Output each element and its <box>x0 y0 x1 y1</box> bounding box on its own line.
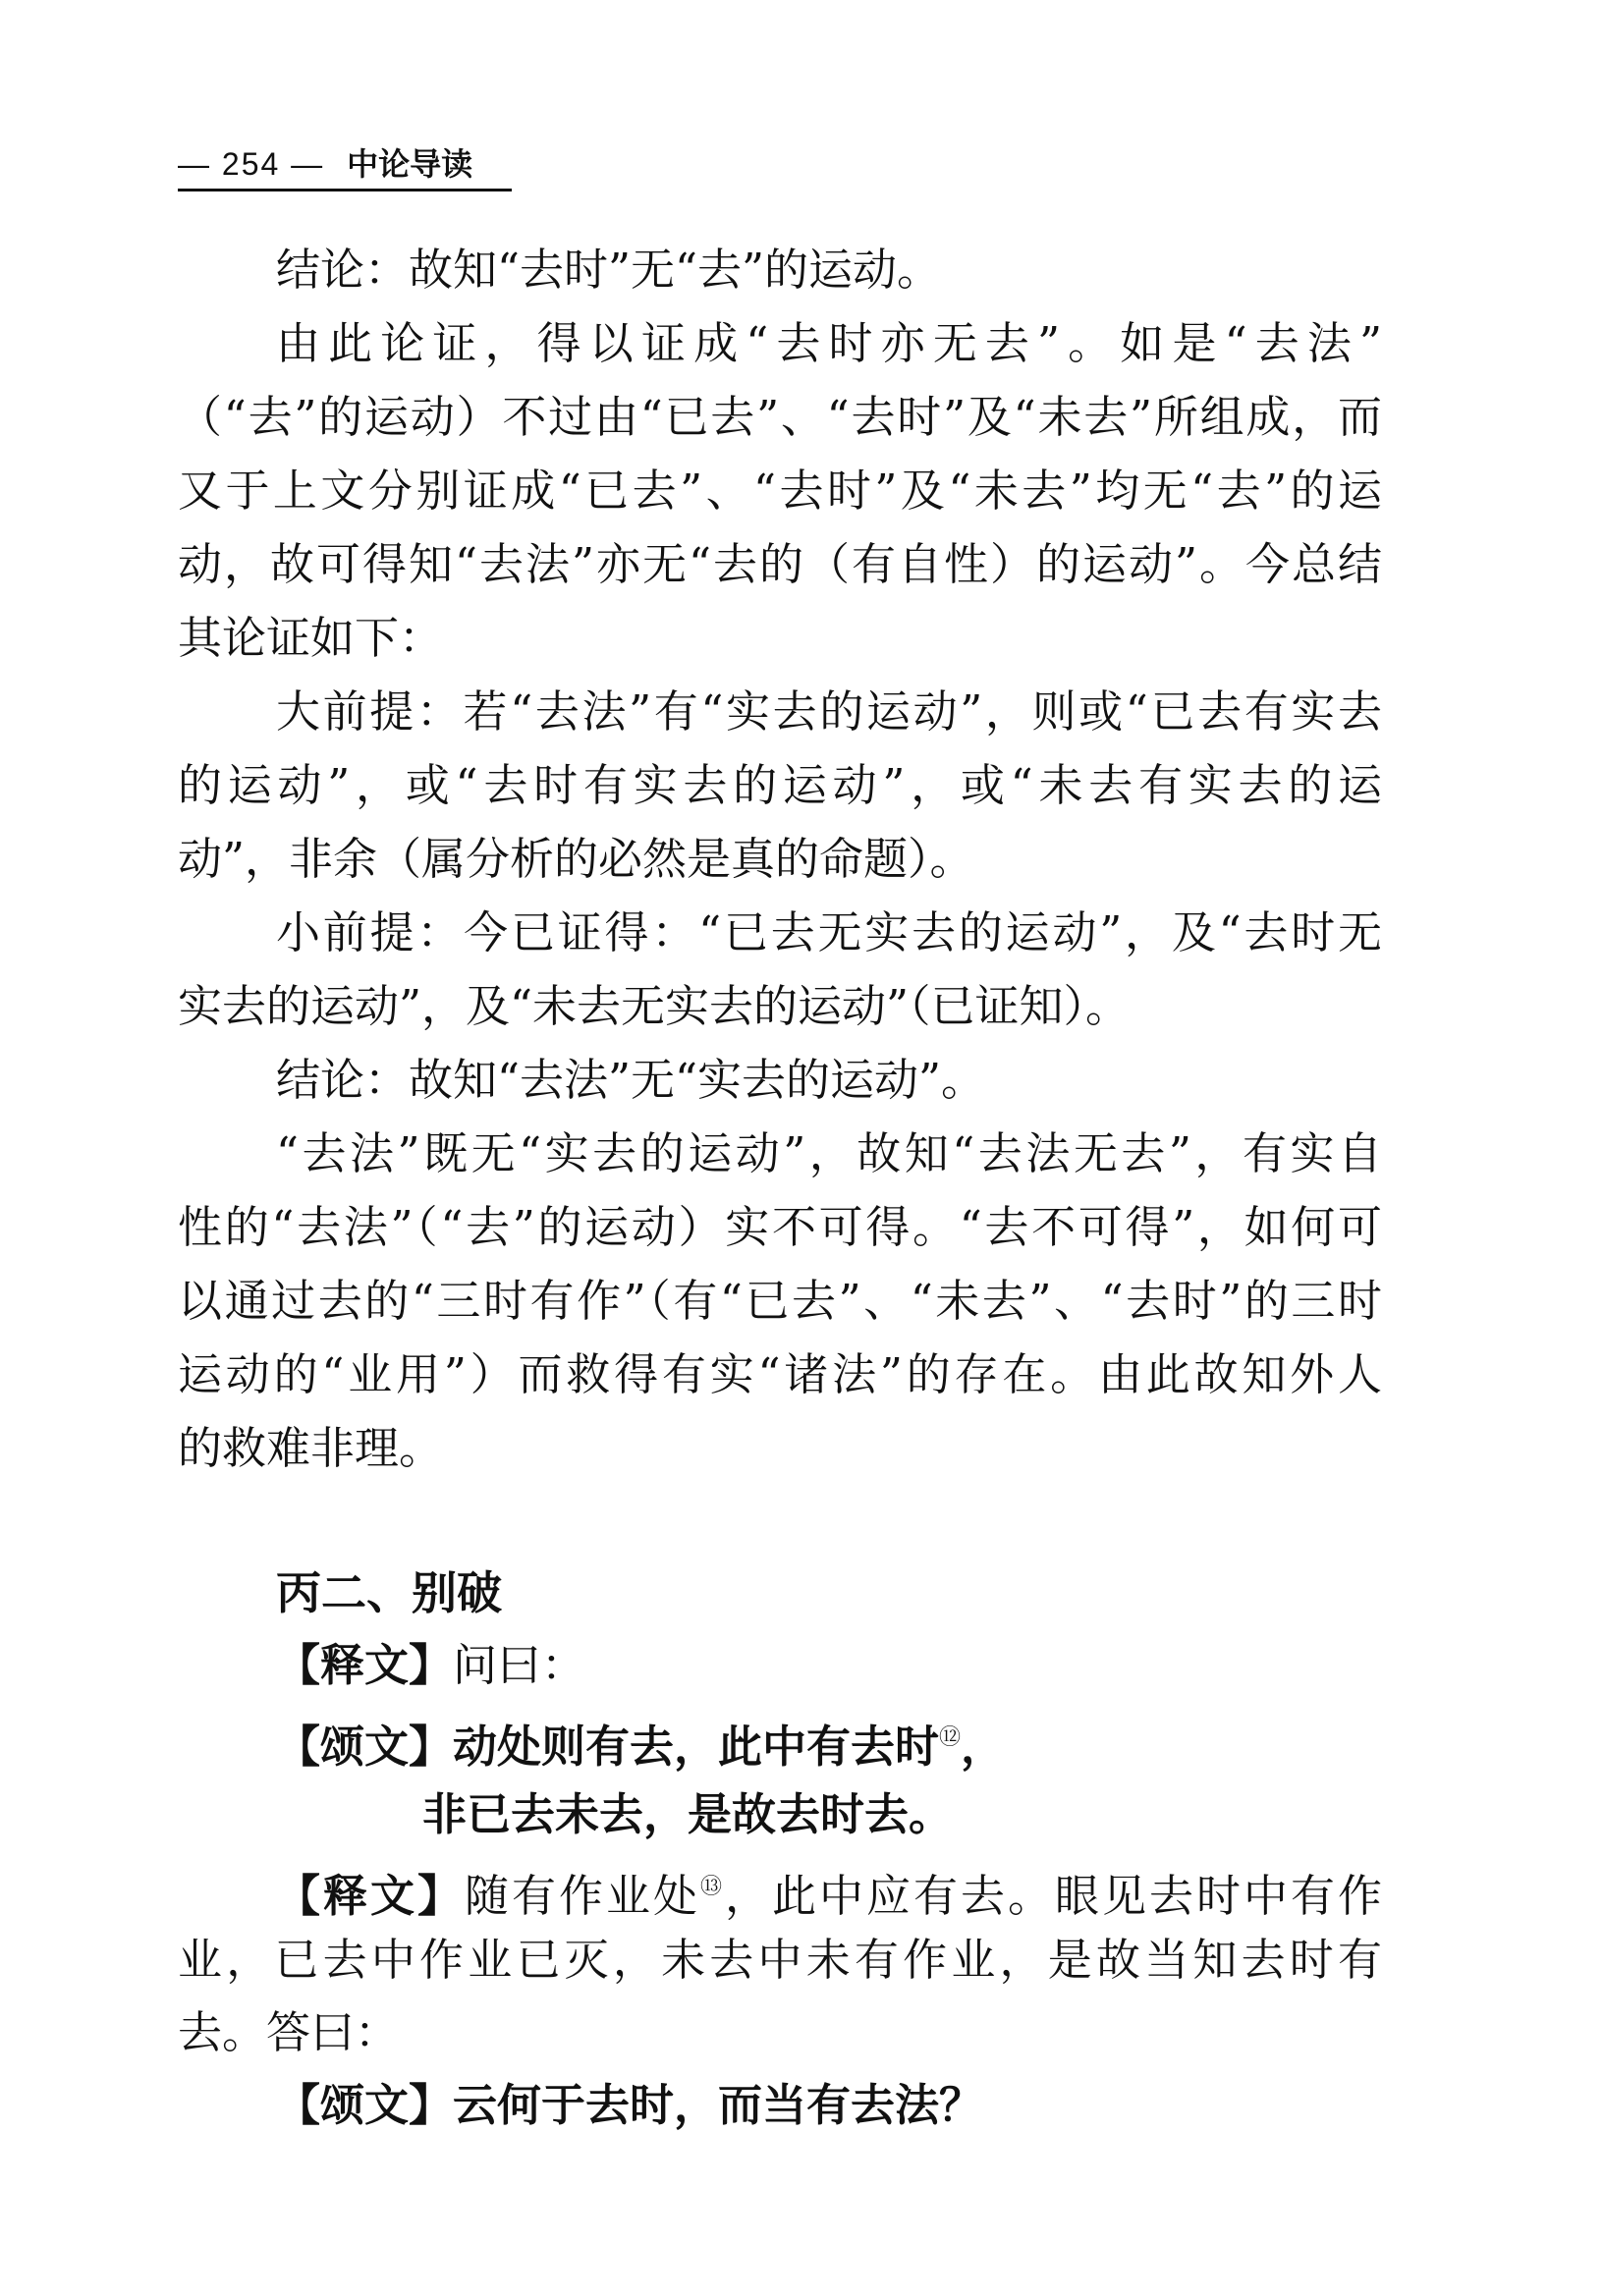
text-line: 其论证如下： <box>178 612 444 664</box>
shiwen-line <box>276 1858 1382 1926</box>
text-line: 业，已去中作业已灭，未去中未有作业，是故当知去时有 <box>178 1934 1382 1986</box>
expl-text: ，此中应有去。眼见去时中有作 <box>725 1870 1382 1922</box>
running-header <box>178 139 512 191</box>
shiwen-label: 【释文】 <box>276 1870 465 1922</box>
footnote-ref[interactable]: ⑬ <box>700 1875 725 1899</box>
text-line: 由此论证，得以证成“去时亦无去”。如是“去法” <box>276 317 1382 369</box>
text-line: （“去”的运动）不过由“已去”、“去时”及“未去”所组成，而 <box>178 391 1382 443</box>
verse-line: 非已去未去，是故去时去。 <box>422 1788 954 1840</box>
question-text: 问曰： <box>453 1639 586 1691</box>
book-title: 中论导读 <box>347 146 473 182</box>
verse-text: 云何于去时，而当有去法？ <box>453 2079 984 2131</box>
text-line: 小前提：今已证得：“已去无实去的运动”，及“去时无 <box>276 906 1382 958</box>
section-heading: 丙二、别破 <box>276 1566 502 1619</box>
songwen-label: 【颂文】 <box>276 1721 454 1773</box>
verse-line <box>276 2076 1382 2135</box>
text-line: 以通过去的“三时有作”（有“已去”、“未去”、“去时”的三时 <box>178 1275 1382 1327</box>
text-line: 结论：故知“去法”无“实去的运动”。 <box>276 1054 986 1106</box>
expl-text: 随有作业处 <box>465 1870 700 1922</box>
verse-line <box>276 1709 1382 1777</box>
text-line: 实去的运动”，及“未去无实去的运动”（已证知）。 <box>178 980 1131 1032</box>
shiwen-line <box>276 1636 1382 1695</box>
footnote-ref[interactable]: ⑫ <box>939 1725 962 1750</box>
text-line: 去。答曰： <box>178 2006 400 2058</box>
text-line: 性的“去法”（“去”的运动）实不可得。“去不可得”，如何可 <box>178 1201 1382 1253</box>
page-number: — 254 — <box>178 146 325 182</box>
text-line: 结论：故知“去时”无“去”的运动。 <box>276 244 942 296</box>
text-line: 动”，非余（属分析的必然是真的命题）。 <box>178 833 974 885</box>
songwen-label: 【颂文】 <box>276 2079 454 2131</box>
text-line: 的运动”，或“去时有实去的运动”，或“未去有实去的运 <box>178 759 1382 811</box>
text-line: 大前提：若“去法”有“实去的运动”，则或“已去有实去 <box>276 685 1382 738</box>
shiwen-label: 【释文】 <box>276 1639 454 1691</box>
text-line: “去法”既无“实去的运动”，故知“去法无去”，有实自 <box>276 1127 1382 1179</box>
text-line: 动，故可得知“去法”亦无“去的（有自性）的运动”。今总结 <box>178 538 1382 590</box>
text-line: 运动的“业用”）而救得有实“诸法”的存在。由此故知外人 <box>178 1348 1382 1400</box>
text-line: 又于上文分别证成“已去”、“去时”及“未去”均无“去”的运 <box>178 465 1382 517</box>
verse-punct: ， <box>961 1721 1006 1773</box>
text-line: 的救难非理。 <box>178 1422 444 1474</box>
verse-text: 动处则有去，此中有去时 <box>453 1721 940 1773</box>
